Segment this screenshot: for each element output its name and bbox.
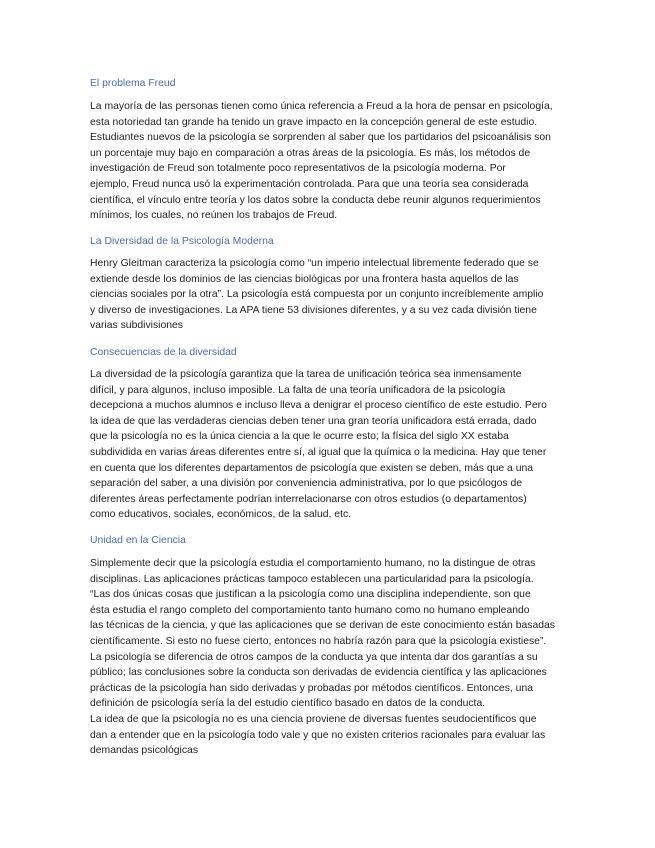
paragraph-line: ciencias sociales por la otra”. La psicología está compuesta por un conjunto increíblemente amplio	[90, 289, 544, 301]
paragraph-line: separación del saber, a una división por conveniencia administrativa, por lo que psicólogos de	[90, 478, 523, 490]
paragraph-line: dan a entender que en la psicología todo vale y que no existen criterios racionales para evaluar las	[90, 729, 546, 741]
paragraph-line: disciplinas. Las aplicaciones prácticas tampoco establecen una particularidad para la psicología.	[90, 573, 534, 585]
paragraph-line: “Las dos únicas cosas que justifican a la psicología como una disciplina independiente, son que	[90, 589, 531, 601]
paragraph-line: definición de psicología sería la del estudio científico basado en datos de la conducta.	[90, 698, 486, 710]
paragraph-line: La mayoría de las personas tienen como única referencia a Freud a la hora de pensar en psicología,	[90, 101, 553, 112]
paragraph-line: científicamente. Si esto no fuese cierto, entonces no habría razón para que la psicología existiese”.	[90, 635, 547, 647]
paragraph-line: diferentes áreas perfectamente podrían interrelacionarse con otros estudios (o departamentos)	[90, 493, 527, 505]
paragraph-line: La diversidad de la psicología garantiza que la tarea de unificación teórica sea inmensamente	[90, 369, 522, 380]
paragraph-line: prácticas de la psicología han sido derivadas y probadas por métodos científicos. Entonces, una	[90, 682, 534, 694]
paragraph-line: ésta estudia el rango completo del comportamiento tanto humano como no humano empleando	[90, 604, 530, 616]
paragraph-line: científica, el vínculo entre teoría y los datos sobre la conducta debe reunir algunos requerimientos	[90, 194, 541, 206]
paragraph-line: La psicología se diferencia de otros campos de la conducta ya que intenta dar dos garantías a su	[90, 651, 538, 663]
paragraph-line: ejemplo, Freud nunca usó la experimentación controlada. Para que una teoría sea considerada	[90, 178, 529, 190]
section-heading-consecuencias: Consecuencias de la diversidad	[90, 347, 237, 358]
section-paragraph-unidad	[90, 556, 568, 759]
paragraph-line: en cuenta que los diferentes departamentos de psicología que existen se deben, más que a una	[90, 462, 534, 474]
paragraph-line: Henry Gleitman caracteriza la psicología como “un imperio intelectual libremente federado que se	[90, 258, 539, 269]
paragraph-line: decepciona a muchos alumnos e incluso lleva a denigrar el proceso científico de este estudio. Pero	[90, 400, 547, 412]
paragraph-line: como educativos, sociales, económicos, de la salud, etc.	[90, 509, 352, 521]
paragraph-line: investigación de Freud son totalmente poco representativos de la psicología moderna. Por	[90, 163, 506, 175]
paragraph-line: la idea de que las verdaderas ciencias deben tener una gran teoría unificadora está errada, dado	[90, 415, 537, 427]
paragraph-line: mínimos, los cuales, no reúnen los trabajos de Freud.	[90, 210, 338, 222]
section-paragraph-el-problema-freud	[90, 99, 568, 224]
paragraph-line: un porcentaje muy bajo en comparación a otras áreas de la psicología. Es más, los métodos de	[90, 147, 531, 159]
paragraph-line: las técnicas de la ciencia, y que las aplicaciones que se derivan de este conocimiento están basadas	[90, 620, 555, 632]
paragraph-line: subdividida en varias áreas diferentes entre sí, al igual que la química o la medicina. Hay que tener	[90, 446, 547, 458]
paragraph-line: Simplemente decir que la psicología estudia el comportamiento humano, no la distingue de otras	[90, 558, 536, 569]
paragraph-line: La idea de que la psicología no es una ciencia proviene de diversas fuentes seudocientíficos que	[90, 713, 537, 725]
section-heading-el-problema-freud: El problema Freud	[90, 78, 176, 89]
paragraph-line: demandas psicológicas	[90, 745, 199, 757]
paragraph-line: público; las conclusiones sobre la conducta son derivadas de evidencia científica y las aplicaciones	[90, 667, 547, 679]
paragraph-line: y diverso de investigaciones. La APA tiene 53 divisiones diferentes, y a su vez cada división tiene	[90, 304, 537, 316]
paragraph-line: varias subdivisiones	[90, 320, 183, 332]
section-heading-unidad: Unidad en la Ciencia	[90, 535, 186, 546]
section-paragraph-diversidad	[90, 256, 568, 334]
paragraph-line: Estudiantes nuevos de la psicología se sorprenden al saber que los partidarios del psicoanálisis son	[90, 132, 551, 144]
paragraph-line: que la psicología no es la única ciencia a la que le ocurre esto; la física del siglo XX estaba	[90, 431, 509, 443]
section-paragraph-consecuencias	[90, 367, 568, 523]
paragraph-line: esta notoriedad tan grande ha tenido un grave impacto en la concepción general de este estudio.	[90, 116, 538, 128]
section-heading-diversidad: La Diversidad de la Psicología Moderna	[90, 236, 274, 247]
paragraph-line: extiende desde los dominios de las ciencias biológicas por una frontera hasta aquellos de las	[90, 273, 519, 285]
paragraph-line: difícil, y para algunos, incluso imposible. La falta de una teoría unificadora de la psicología	[90, 384, 506, 396]
